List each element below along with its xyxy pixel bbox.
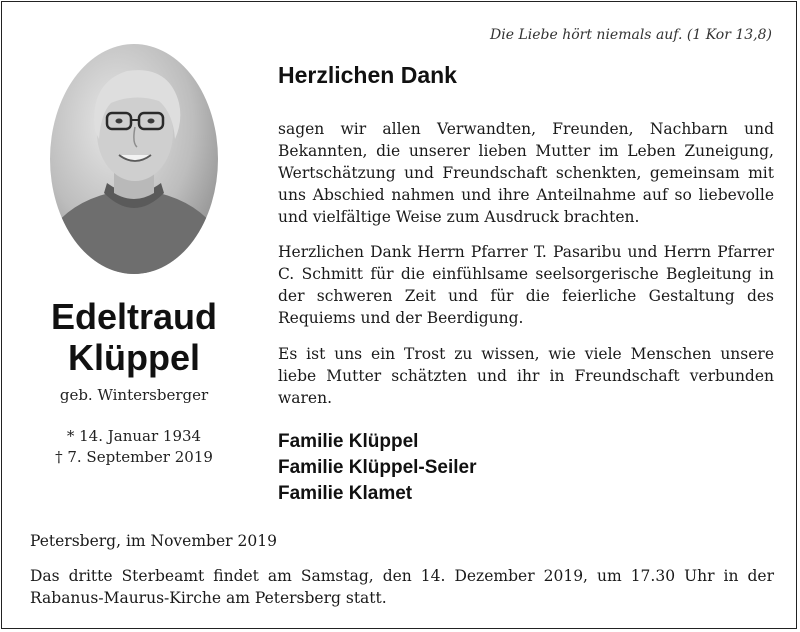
family-signature: Familie Klamet (278, 483, 413, 504)
death-date: † 7. September 2019 (55, 448, 213, 466)
thanks-heading: Herzlichen Dank (278, 62, 457, 88)
deceased-last-name: Klüppel (68, 337, 200, 378)
portrait-photo (49, 43, 219, 275)
birth-date: * 14. Januar 1934 (66, 427, 202, 445)
service-note: Das dritte Sterbeamt findet am Samstag, den 14. Dezember 2019, um 17.30 Uhr in der Rabanus-Maurus-Kirche am Petersberg statt. (30, 567, 774, 607)
thanks-paragraph-2: Herzlichen Dank Herrn Pfarrer T. Pasaribu und Herrn Pfarrer C. Schmitt für die einfühlsame seelsorgerische Begleitung in der schweren Zeit und für die feierliche Gestaltung des Requiems und der Beerdigung. (278, 243, 774, 327)
deceased-first-name: Edeltraud (50, 296, 218, 337)
family-signature: Familie Klüppel-Seiler (278, 457, 477, 478)
thanks-paragraph-1: sagen wir allen Verwandten, Freunden, Nachbarn und Bekannten, die unserer lieben Mutter im Leben Zuneigung, Wertschätzung und Freundschaft schenkten, gemeinsam mit uns Abschied nahmen und ihre Anteilnahme auf so liebevolle und vielfältige Weise zum Ausdruck brachten. (278, 120, 774, 226)
birth-name: geb. Wintersberger (59, 386, 209, 404)
place-date: Petersberg, im November 2019 (30, 532, 277, 550)
thanks-paragraph-3: Es ist uns ein Trost zu wissen, wie viele Menschen unsere liebe Mutter schätzten und ihr in Freundschaft verbunden waren. (278, 345, 774, 407)
bible-quote: Die Liebe hört niemals auf. (1 Kor 13,8) (490, 27, 772, 43)
family-signature: Familie Klüppel (278, 431, 419, 452)
obituary-card (1, 1, 797, 629)
